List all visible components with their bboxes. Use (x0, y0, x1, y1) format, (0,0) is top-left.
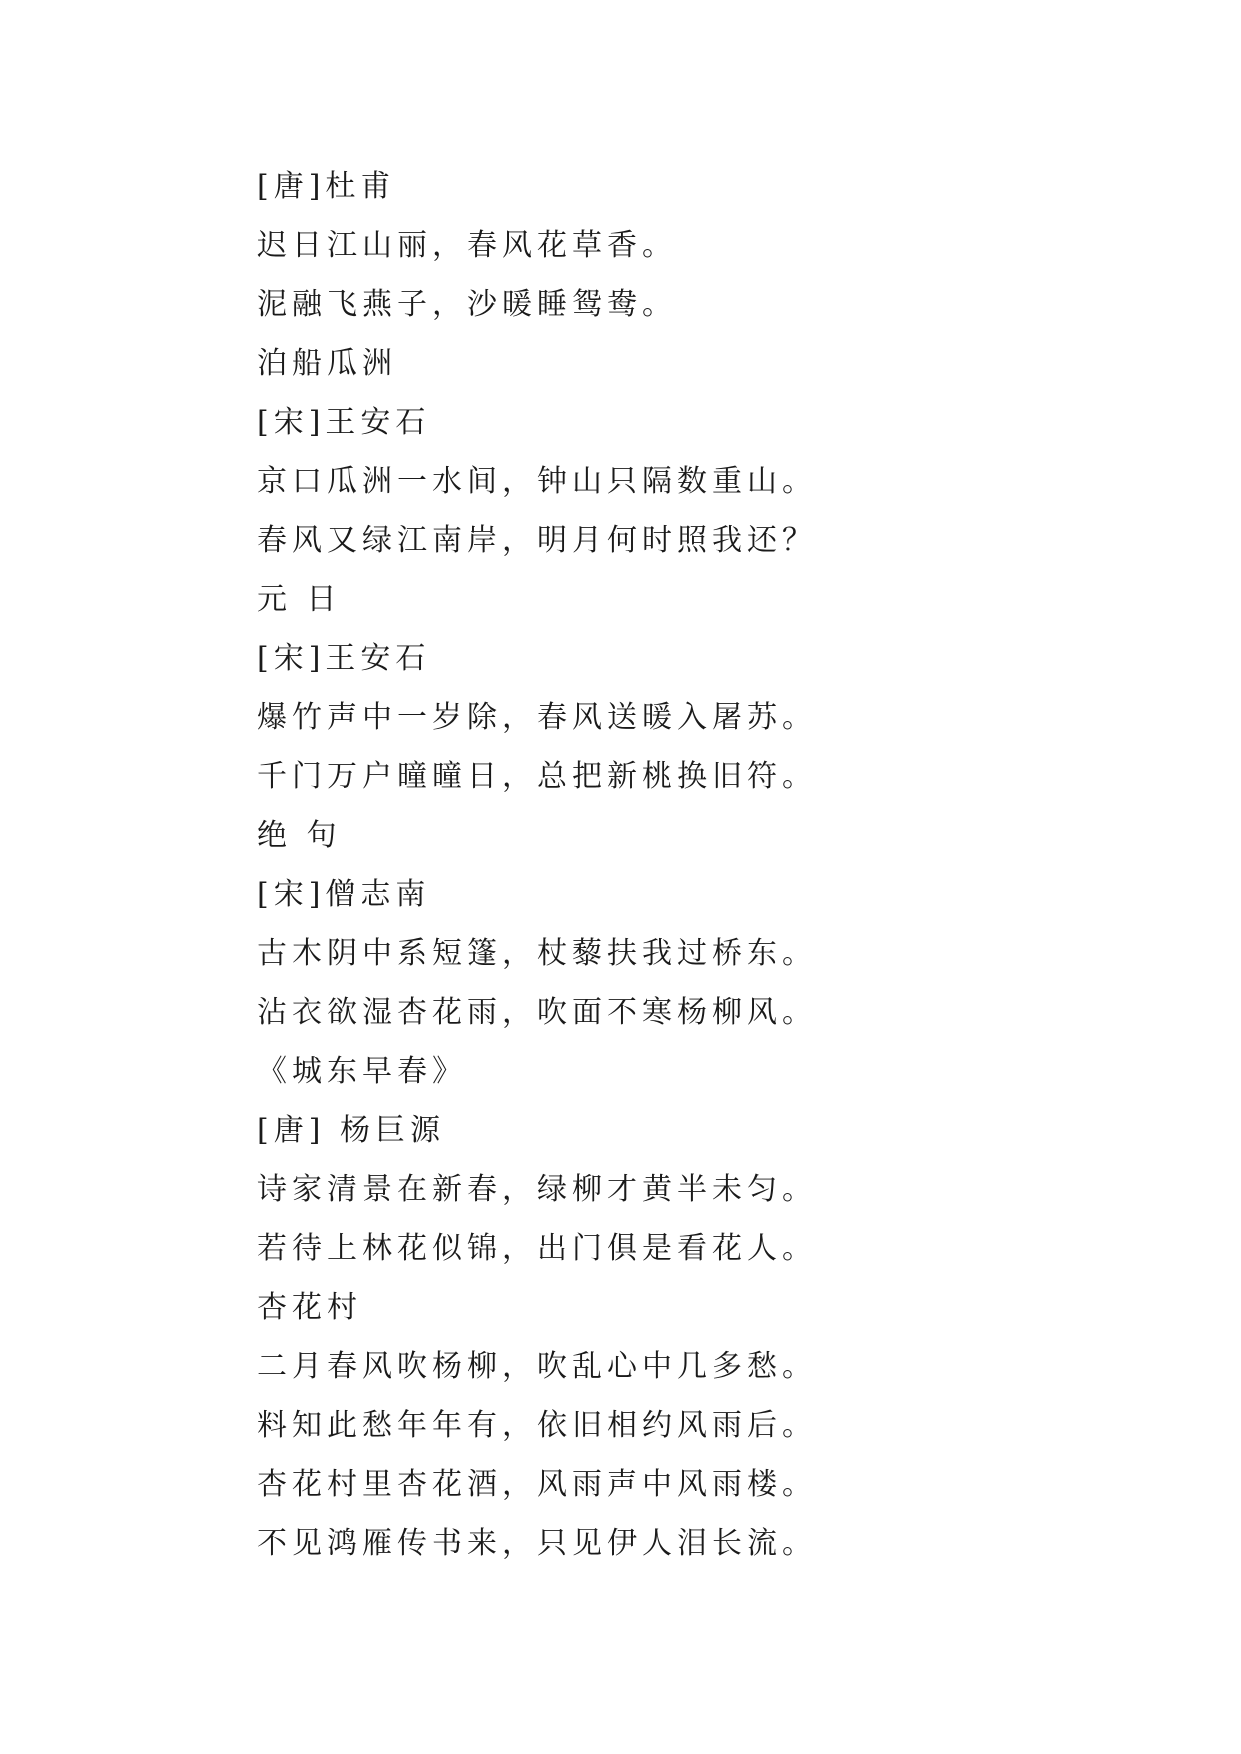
poem-line: 二月春风吹杨柳，吹乱心中几多愁。 (257, 1349, 817, 1384)
poem-line: 若待上林花似锦，出门俱是看花人。 (257, 1231, 817, 1266)
poem-author: [唐]杜甫 (257, 169, 396, 204)
poem-title: 绝 句 (257, 818, 342, 853)
poem-author: [宋]王安石 (257, 405, 431, 440)
poem-line: 千门万户曈曈日，总把新桃换旧符。 (257, 759, 817, 794)
poem-line: 诗家清景在新春，绿柳才黄半未匀。 (257, 1172, 817, 1207)
poem-title: 泊船瓜洲 (257, 346, 397, 381)
poem-line: 沾衣欲湿杏花雨，吹面不寒杨柳风。 (257, 995, 817, 1030)
poem-line: 迟日江山丽，春风花草香。 (257, 228, 677, 263)
poem-text-block (257, 157, 1017, 1573)
poem-line: 京口瓜洲一水间，钟山只隔数重山。 (257, 464, 817, 499)
poem-line: 泥融飞燕子，沙暖睡鸳鸯。 (257, 287, 677, 322)
poem-author: [宋]王安石 (257, 641, 431, 676)
poem-line: 不见鸿雁传书来，只见伊人泪长流。 (257, 1526, 817, 1561)
poem-line: 杏花村里杏花酒，风雨声中风雨楼。 (257, 1467, 817, 1502)
poem-line: 料知此愁年年有，依旧相约风雨后。 (257, 1408, 817, 1443)
poem-title: 杏花村 (257, 1290, 362, 1325)
poem-title: 元 日 (257, 582, 342, 617)
poem-author: [唐] 杨巨源 (257, 1113, 445, 1148)
poem-title: 《城东早春》 (257, 1054, 467, 1089)
poem-line: 爆竹声中一岁除，春风送暖入屠苏。 (257, 700, 817, 735)
poem-line: 春风又绿江南岸，明月何时照我还？ (257, 523, 817, 558)
poem-author: [宋]僧志南 (257, 877, 431, 912)
poem-line: 古木阴中系短篷，杖藜扶我过桥东。 (257, 936, 817, 971)
